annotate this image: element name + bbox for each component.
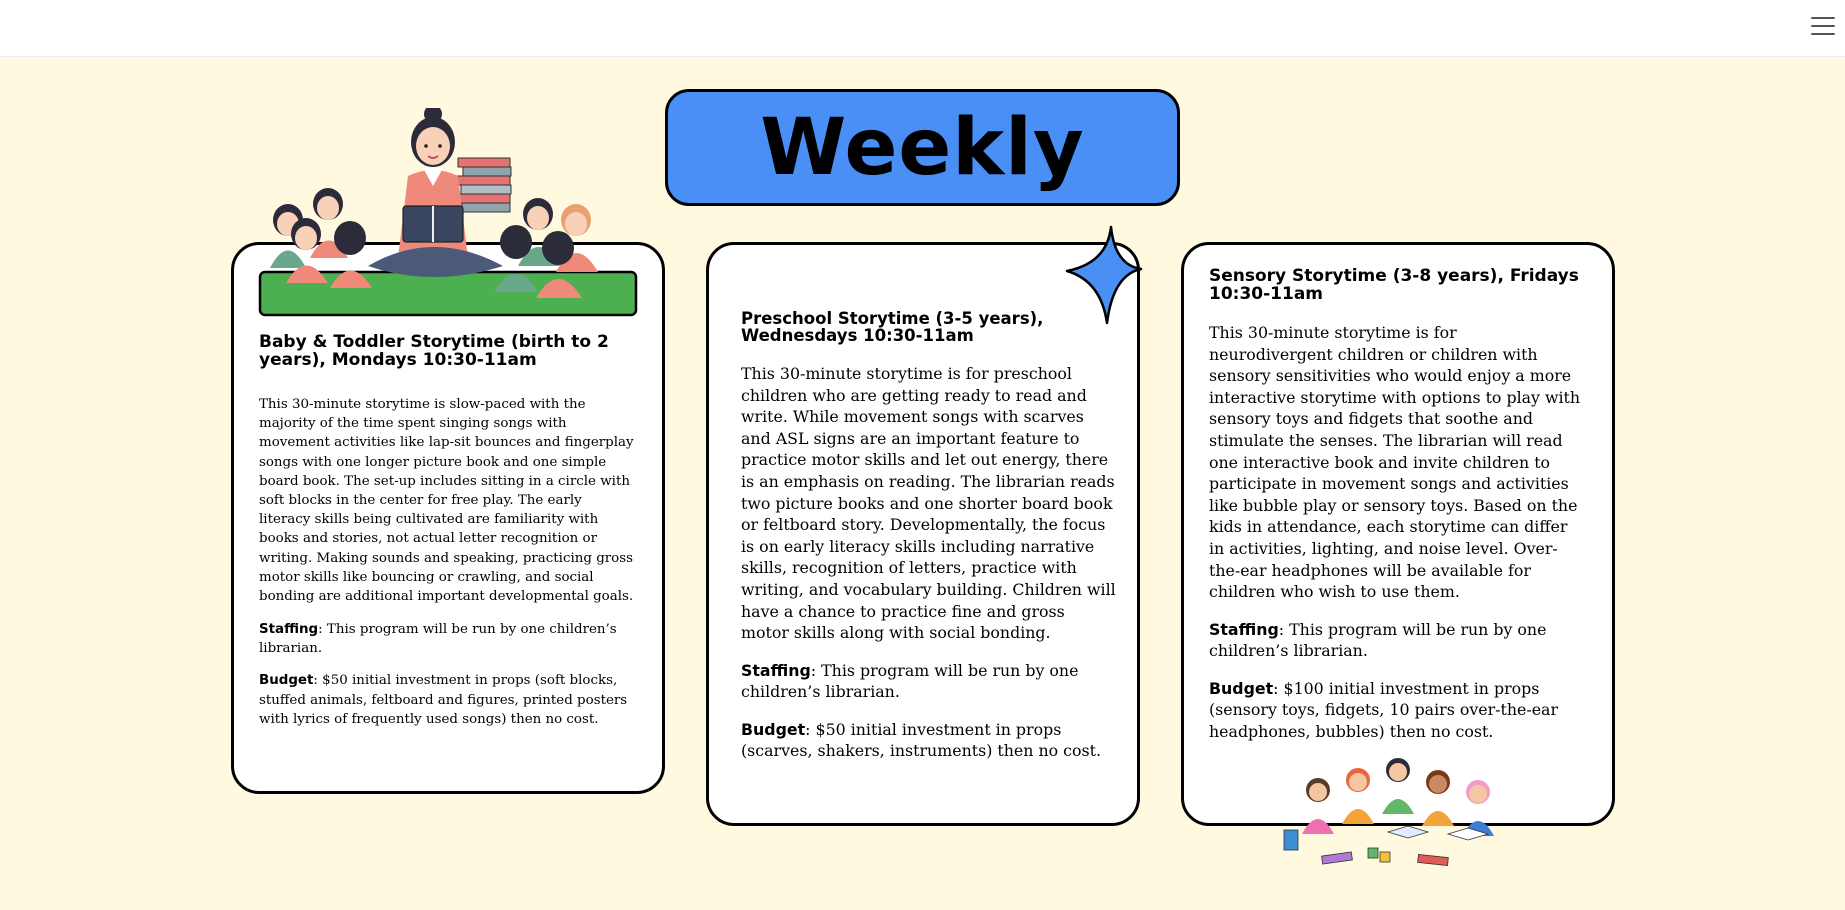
card-title: Sensory Storytime (3-8 years), Fridays 10:30-11am (1209, 266, 1579, 304)
card-title: Preschool Storytime (3-5 years), Wednesdays 10:30-11am (741, 309, 1044, 346)
staffing-label: Staffing (1209, 619, 1279, 639)
staffing-line (259, 620, 635, 658)
card-description: This 30-minute storytime is for preschool children who are getting ready to read and write. While movement songs with scarves and ASL signs are an important feature to practice motor skills and let out energy, there is an emphasis on reading. The librarian reads two picture books and one shorter board book or feltboard story. Developmentally, the focus is on early literacy skills including narrative skills, recognition of letters, practice with writing, and vocabulary building. Children will have a chance to practice fine and gross motor skills along with social bonding. (741, 364, 1116, 643)
staffing-text: : This program will be run by one children’s librarian. (259, 621, 617, 656)
budget-text: : $50 initial investment in props (soft blocks, stuffed animals, feltboard and figures, printed posters with lyrics of frequently used songs) then no cost. (259, 673, 628, 727)
staffing-line (741, 660, 1117, 703)
staffing-text: : This program will be run by one children’s librarian. (1209, 619, 1547, 661)
sensory-storytime-card (1181, 242, 1615, 826)
budget-text: : $50 initial investment in props (scarves, shakers, instruments) then no cost. (741, 719, 1101, 761)
budget-text: : $100 initial investment in props (sensory toys, fidgets, 10 pairs over-the-ear headphones, bubbles) then no cost. (1209, 678, 1559, 741)
banner-title: Weekly (760, 102, 1085, 193)
top-navigation-bar (0, 0, 1845, 57)
card-description: This 30-minute storytime is for neurodivergent children or children with sensory sensitivities who would enjoy a more interactive storytime with options to play with sensory toys and fidgets that soothe and stimulate the senses. The librarian will read one interactive book and invite children to participate in movement songs and activities like bubble play or sensory toys. Based on the kids in attendance, each storytime can differ in activities, lighting, and noise level. Over-the-ear headphones will be available for children who wish to use them. (1209, 323, 1581, 602)
card-body (259, 395, 635, 729)
budget-line (1209, 678, 1585, 743)
librarian-reading-to-children-illustration (258, 108, 638, 318)
card-description: This 30-minute storytime is slow-paced with the majority of the time spent singing songs with movement activities like lap-sit bounces and fingerplay songs with one longer picture book and one simple board book. The set-up includes sitting in a circle with soft blocks in the center for free play. The early literacy skills being cultivated are familiarity with books and stories, not actual letter recognition or writing. Making sounds and speaking, practicing gross motor skills like bouncing or crawling, and social bonding are additional important developmental goals. (259, 397, 634, 605)
staffing-line (1209, 619, 1585, 662)
card-body (1209, 322, 1585, 742)
staffing-label: Staffing (741, 660, 811, 680)
budget-line (741, 719, 1117, 762)
budget-line (259, 671, 635, 729)
budget-label: Budget (741, 719, 806, 739)
kids-reading-books-illustration (1278, 752, 1518, 882)
sparkle-star-icon (1063, 225, 1143, 325)
card-title: Baby & Toddler Storytime (birth to 2 years), Mondays 10:30-11am (259, 332, 609, 370)
budget-label: Budget (259, 673, 314, 689)
budget-label: Budget (1209, 678, 1274, 698)
hamburger-menu-icon[interactable] (1811, 14, 1835, 38)
card-body (741, 363, 1117, 762)
preschool-storytime-card (706, 242, 1140, 826)
baby-toddler-storytime-card (231, 242, 665, 794)
weekly-banner (665, 89, 1180, 206)
staffing-text: : This program will be run by one children’s librarian. (741, 660, 1079, 702)
staffing-label: Staffing (259, 621, 319, 637)
